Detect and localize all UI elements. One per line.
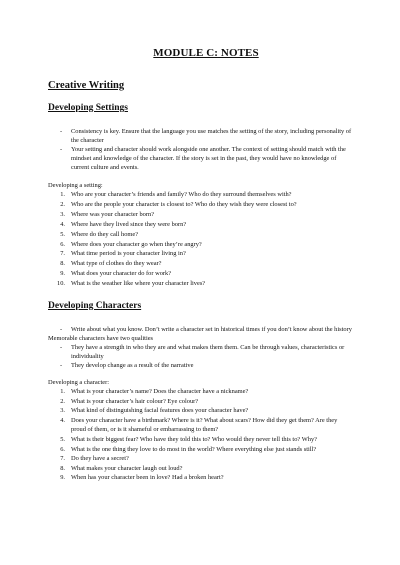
qualities-intro: Memorable characters have two qualities (48, 335, 154, 343)
page-title: MODULE C: NOTES (153, 47, 259, 59)
list-item: 2. What is your character’s hair colour? Eye colour? (60, 397, 199, 405)
list-item: 3. What kind of distinguishing facial features does your character have? (60, 407, 249, 415)
list-item: 2. Who are the people your character is closest to? Who do they wish they were closest to? (60, 200, 297, 208)
settings-heading: Developing Settings (48, 103, 128, 113)
list-item: 1. What is your character’s name? Does the character have a nickname? (60, 388, 249, 396)
list-item: 8. What type of clothes do they wear? (60, 260, 162, 268)
qualities-list (48, 343, 352, 370)
characters-bullet-list (48, 325, 352, 334)
list-item: 7. What time period is your character living in? (60, 250, 186, 258)
settings-list-intro: Developing a setting: (48, 182, 103, 189)
list-item: 5. What is their biggest fear? Who have they told this to? Who would they never tell this to? Why? (60, 436, 317, 444)
list-item: - Consistency is key. Ensure that the language you use matches the setting of the story, including personality of the character (60, 128, 352, 144)
list-item: 7. Do they have a secret? (60, 455, 129, 463)
list-item: 6. Where does your character go when they’re angry? (60, 240, 202, 248)
list-item: - They have a strength in who they are and what makes them them. Can be through values, characteristics or individuality (60, 344, 345, 361)
list-item: - Write about what you know. Don’t write a character set in historical times if you don’t know about the history (60, 326, 352, 334)
characters-question-list (48, 387, 352, 483)
section-title: Creative Writing (48, 80, 125, 91)
list-item: 8. What makes your character laugh out loud? (60, 464, 183, 472)
list-item: - They develop change as a result of the narrative (60, 362, 194, 370)
list-item: 9. When has your character been in love? Had a broken heart? (60, 474, 224, 482)
characters-list-intro: Developing a character: (48, 379, 110, 387)
list-item: 3. Where was your character born? (60, 210, 155, 218)
list-item: 10. What is the weather like where your character lives? (57, 280, 206, 288)
list-item: 1. Who are your character’s friends and family? Who do they surround themselves with? (60, 191, 292, 198)
settings-bullet-list (48, 127, 352, 172)
list-item: 4. Does your character have a birthmark? Where is it? What about scars? How did they get them? Are they proud of them, or is it shameful or embarrassing to them? (60, 416, 338, 434)
list-item: 5. Where do they call home? (60, 230, 139, 238)
characters-heading: Developing Characters (48, 301, 142, 312)
list-item: 4. Where have they lived since they were born? (60, 220, 187, 228)
list-item: - Your setting and character should work alongside one another. The context of setting should match with the mindset and knowledge of the character. If the story is set in the past, they would have no knowledge of current culture and events. (60, 146, 346, 171)
list-item: 6. What is the one thing they love to do most in the world? Where everything else just stands still? (60, 445, 317, 453)
list-item: 9. What does your character do for work? (60, 270, 172, 278)
settings-question-list (48, 190, 352, 289)
